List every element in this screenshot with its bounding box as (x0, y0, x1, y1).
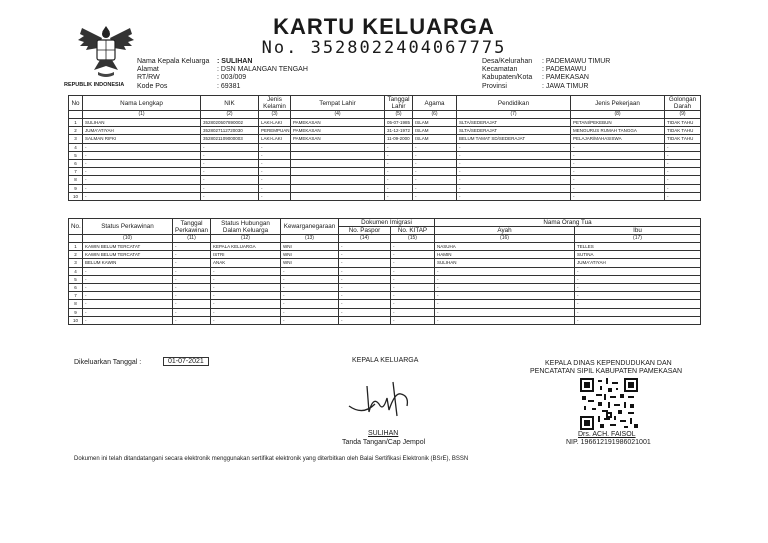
cell-tanggal-lahir: 05-07-1985 (385, 119, 413, 127)
cell-golongan-darah: - (665, 143, 701, 151)
cell-jenis-pekerjaan: - (571, 143, 665, 151)
col-index: (6) (413, 111, 457, 119)
cell-no: 9 (69, 308, 83, 316)
col-index: (8) (571, 111, 665, 119)
col-header-tempat-lahir: Tempat Lahir (291, 96, 385, 111)
cell-nik: 3528027112720030 (201, 127, 259, 135)
cell-no: 10 (69, 316, 83, 324)
cell-ibu: - (575, 292, 701, 300)
header-value: : 69381 (217, 82, 241, 90)
cell-no-paspor: - (339, 308, 391, 316)
cell-no-paspor: - (339, 283, 391, 291)
col-header-nik: NIK (201, 96, 259, 111)
col-header-ayah: Ayah (435, 227, 575, 235)
col-header-tanggal-perkawinan: Tanggal Perkawinan (173, 219, 211, 235)
cell-jenis-kelamin: - (259, 143, 291, 151)
col-header-jenis-pekerjaan: Jenis Pekerjaan (571, 96, 665, 111)
col-index: (15) (391, 235, 435, 243)
col-index (69, 235, 83, 243)
cell-ibu: - (575, 275, 701, 283)
table-row (69, 135, 701, 143)
header-value: : PADEMAWU TIMUR (542, 58, 611, 65)
cell-nama-lengkap: JUMA'ATIYAH (83, 127, 201, 135)
cell-ibu: SUTINA (575, 251, 701, 259)
cell-tanggal-perkawinan: - (173, 251, 211, 259)
document-title: KARTU KELUARGA (273, 14, 495, 39)
cell-tanggal-lahir: - (385, 192, 413, 200)
cell-status-hubungan: - (211, 275, 281, 283)
cell-no-paspor: - (339, 267, 391, 275)
col-index: (11) (173, 235, 211, 243)
cell-no-paspor: - (339, 243, 391, 251)
table-row (69, 159, 701, 167)
table-row (69, 267, 701, 275)
cell-jenis-pekerjaan: - (571, 168, 665, 176)
col-index: (4) (291, 111, 385, 119)
cell-tanggal-perkawinan: - (173, 267, 211, 275)
signature-icon (345, 376, 415, 420)
cell-ayah: - (435, 316, 575, 324)
cell-status-hubungan: KEPALA KELUARGA (211, 243, 281, 251)
cell-no: 3 (69, 135, 83, 143)
issued-date-label: Dikeluarkan Tanggal : (74, 359, 142, 366)
col-index: (3) (259, 111, 291, 119)
cell-jenis-kelamin: LAKI-LAKI (259, 135, 291, 143)
cell-ayah: - (435, 292, 575, 300)
header-left (137, 58, 308, 91)
cell-no: 9 (69, 184, 83, 192)
table-row (69, 176, 701, 184)
header-label: Kecamatan (482, 66, 518, 74)
cell-no-kitap: - (391, 275, 435, 283)
cell-tempat-lahir (291, 168, 385, 176)
col-index: (10) (83, 235, 173, 243)
header-value: : PAMEKASAN (542, 74, 589, 82)
cell-tanggal-lahir: 31-12-1972 (385, 127, 413, 135)
table-row (69, 143, 701, 151)
cell-nama-lengkap: - (83, 184, 201, 192)
cell-ayah: HAMIN (435, 251, 575, 259)
cell-jenis-kelamin: - (259, 176, 291, 184)
cell-status-perkawinan: - (83, 292, 173, 300)
cell-pendidikan: - (457, 192, 571, 200)
cell-nama-lengkap: - (83, 176, 201, 184)
cell-jenis-pekerjaan: PELAJAR/MAHASISWA (571, 135, 665, 143)
cell-tempat-lahir (291, 176, 385, 184)
cell-agama: - (413, 192, 457, 200)
header-label: Kode Pos (137, 82, 168, 90)
cell-agama: ISLAM (413, 119, 457, 127)
cell-tanggal-lahir: - (385, 143, 413, 151)
cell-kewarganegaraan: - (281, 275, 339, 283)
col-header-no: No (69, 96, 83, 111)
cell-tanggal-perkawinan: - (173, 292, 211, 300)
cell-jenis-pekerjaan: - (571, 159, 665, 167)
col-header-nama-lengkap: Nama Lengkap (83, 96, 201, 111)
cell-agama: - (413, 143, 457, 151)
col-header-status-perkawinan: Status Perkawinan (83, 219, 173, 235)
cell-status-perkawinan: - (83, 300, 173, 308)
qr-code-icon (580, 378, 638, 430)
table-row (69, 127, 701, 135)
cell-kewarganegaraan: - (281, 267, 339, 275)
cell-tempat-lahir (291, 143, 385, 151)
cell-status-perkawinan: BELUM KAWIN (83, 259, 173, 267)
cell-no: 8 (69, 176, 83, 184)
cell-status-perkawinan: - (83, 308, 173, 316)
cell-jenis-pekerjaan: - (571, 192, 665, 200)
cell-status-perkawinan: - (83, 283, 173, 291)
kepala-keluarga-caption: Tanda Tangan/Cap Jempol (342, 439, 426, 446)
cell-agama: - (413, 151, 457, 159)
cell-tanggal-perkawinan: - (173, 308, 211, 316)
cell-no-paspor: - (339, 275, 391, 283)
cell-ibu: - (575, 300, 701, 308)
cell-status-perkawinan: - (83, 267, 173, 275)
cell-tanggal-perkawinan: - (173, 316, 211, 324)
cell-agama: - (413, 176, 457, 184)
cell-pendidikan: SLTA/SEDERAJAT (457, 119, 571, 127)
document-number: No. 3528022404067775 (261, 38, 507, 58)
cell-pendidikan: - (457, 143, 571, 151)
cell-nik: - (201, 143, 259, 151)
cell-golongan-darah: TIDAK TAHU (665, 135, 701, 143)
cell-status-hubungan: - (211, 283, 281, 291)
cell-jenis-kelamin: LAKI-LAKI (259, 119, 291, 127)
cell-no: 2 (69, 251, 83, 259)
col-index: (1) (83, 111, 201, 119)
cell-ibu: - (575, 283, 701, 291)
dinas-name: Drs. ACH. FAISOL (578, 431, 636, 438)
col-header-no-paspor: No. Paspor (339, 227, 391, 235)
col-index: (14) (339, 235, 391, 243)
cell-pendidikan: - (457, 151, 571, 159)
cell-pendidikan: - (457, 168, 571, 176)
cell-ayah: SULIHAN (435, 259, 575, 267)
cell-ayah: - (435, 308, 575, 316)
cell-nama-lengkap: SULIHAN (83, 119, 201, 127)
col-header-no-kitap: No. KITAP (391, 227, 435, 235)
cell-status-perkawinan: KAWIN BELUM TERCATAT (83, 243, 173, 251)
status-parents-table (68, 218, 701, 325)
cell-golongan-darah: - (665, 176, 701, 184)
cell-pendidikan: SLTA/SEDERAJAT (457, 127, 571, 135)
col-header-dokumen-imigrasi: Dokumen Imigrasi (339, 219, 435, 227)
cell-golongan-darah: - (665, 184, 701, 192)
cell-ayah: - (435, 283, 575, 291)
header-value: : 003/009 (217, 74, 247, 82)
table-row (69, 308, 701, 316)
cell-ibu: JUMA'ATIYAH (575, 259, 701, 267)
cell-nik: - (201, 159, 259, 167)
cell-nik: 3528020507890002 (201, 119, 259, 127)
header-right (482, 58, 610, 91)
cell-golongan-darah: TIDAK TAHU (665, 119, 701, 127)
cell-kewarganegaraan: WNI (281, 243, 339, 251)
table-row (69, 300, 701, 308)
kepala-keluarga-name: SULIHAN (368, 430, 399, 437)
cell-no: 1 (69, 243, 83, 251)
col-index (69, 111, 83, 119)
cell-no: 2 (69, 127, 83, 135)
cell-no: 4 (69, 143, 83, 151)
cell-jenis-kelamin: - (259, 184, 291, 192)
col-index: (2) (201, 111, 259, 119)
cell-tempat-lahir (291, 184, 385, 192)
cell-ayah: - (435, 300, 575, 308)
cell-ayah: - (435, 267, 575, 275)
col-index: (17) (575, 235, 701, 243)
cell-golongan-darah: - (665, 151, 701, 159)
dinas-title-line2: PENCATATAN SIPIL KABUPATEN PAMEKASAN (530, 368, 683, 375)
col-index: (5) (385, 111, 413, 119)
col-index: (13) (281, 235, 339, 243)
cell-kewarganegaraan: WNI (281, 259, 339, 267)
cell-nama-lengkap: - (83, 159, 201, 167)
cell-golongan-darah: - (665, 168, 701, 176)
cell-golongan-darah: - (665, 192, 701, 200)
cell-agama: ISLAM (413, 127, 457, 135)
table-row (69, 251, 701, 259)
cell-no: 8 (69, 300, 83, 308)
cell-agama: - (413, 168, 457, 176)
header-label: Provinsi (482, 82, 507, 90)
header-value: : PADEMAWU (542, 66, 587, 74)
cell-ibu: - (575, 316, 701, 324)
cell-status-hubungan: - (211, 292, 281, 300)
header-label: Desa/Kelurahan (482, 58, 533, 65)
cell-nik: - (201, 176, 259, 184)
cell-kewarganegaraan: - (281, 283, 339, 291)
table-row (69, 192, 701, 200)
cell-nik: 3528021109000003 (201, 135, 259, 143)
cell-ayah: NASUHA (435, 243, 575, 251)
cell-tanggal-lahir: - (385, 151, 413, 159)
cell-tanggal-lahir: 11-09-2000 (385, 135, 413, 143)
cell-agama: ISLAM (413, 135, 457, 143)
header-label: Alamat (137, 66, 159, 74)
cell-jenis-kelamin: - (259, 168, 291, 176)
cell-golongan-darah: - (665, 159, 701, 167)
cell-kewarganegaraan: WNI (281, 251, 339, 259)
table-row (69, 316, 701, 324)
cell-no: 7 (69, 292, 83, 300)
cell-status-hubungan: - (211, 267, 281, 275)
col-index: (16) (435, 235, 575, 243)
cell-no-kitap: - (391, 243, 435, 251)
kepala-keluarga-title: KEPALA KELUARGA (352, 357, 419, 364)
cell-tempat-lahir: PAMEKASAN (291, 135, 385, 143)
cell-no-kitap: - (391, 308, 435, 316)
header-value: : SULIHAN (217, 58, 253, 65)
cell-no: 6 (69, 283, 83, 291)
cell-nama-lengkap: - (83, 143, 201, 151)
cell-tanggal-lahir: - (385, 168, 413, 176)
cell-nik: - (201, 192, 259, 200)
cell-no-kitap: - (391, 283, 435, 291)
cell-pendidikan: - (457, 159, 571, 167)
cell-ibu: TELLES (575, 243, 701, 251)
col-header-pendidikan: Pendidikan (457, 96, 571, 111)
cell-status-perkawinan: - (83, 316, 173, 324)
col-index: (9) (665, 111, 701, 119)
cell-no-kitap: - (391, 259, 435, 267)
col-index: (12) (211, 235, 281, 243)
cell-nama-lengkap: - (83, 168, 201, 176)
cell-tanggal-perkawinan: - (173, 283, 211, 291)
cell-no-kitap: - (391, 251, 435, 259)
header-label: RT/RW (137, 74, 160, 82)
cell-tempat-lahir (291, 192, 385, 200)
col-header-tanggal-lahir: Tanggal Lahir (385, 96, 413, 111)
cell-jenis-kelamin: - (259, 151, 291, 159)
header-label: Kabupaten/Kota (482, 74, 533, 82)
cell-tempat-lahir (291, 159, 385, 167)
cell-no-paspor: - (339, 251, 391, 259)
cell-no-kitap: - (391, 267, 435, 275)
col-index: (7) (457, 111, 571, 119)
country-label: REPUBLIK INDONESIA (64, 82, 125, 88)
cell-jenis-pekerjaan: PETANI/PEKEBUN (571, 119, 665, 127)
cell-no-kitap: - (391, 292, 435, 300)
cell-status-hubungan: - (211, 316, 281, 324)
dinas-title-line1: KEPALA DINAS KEPENDUDUKAN DAN (545, 360, 672, 367)
cell-no-kitap: - (391, 300, 435, 308)
cell-ibu: - (575, 267, 701, 275)
col-header-nama-orang-tua: Nama Orang Tua (435, 219, 701, 227)
cell-no-paspor: - (339, 316, 391, 324)
cell-no: 7 (69, 168, 83, 176)
cell-agama: - (413, 159, 457, 167)
cell-tanggal-lahir: - (385, 176, 413, 184)
table-row (69, 184, 701, 192)
cell-status-hubungan: ISTRI (211, 251, 281, 259)
cell-jenis-kelamin: - (259, 192, 291, 200)
header-value: : JAWA TIMUR (542, 82, 589, 90)
table-row (69, 275, 701, 283)
table-row (69, 283, 701, 291)
cell-tanggal-lahir: - (385, 184, 413, 192)
cell-no: 4 (69, 267, 83, 275)
cell-nik: - (201, 168, 259, 176)
cell-ibu: - (575, 308, 701, 316)
cell-no: 5 (69, 275, 83, 283)
cell-status-perkawinan: - (83, 275, 173, 283)
issued-date-value: 01-07-2021 (163, 357, 209, 366)
cell-tanggal-perkawinan: - (173, 300, 211, 308)
cell-tempat-lahir: PAMEKASAN (291, 119, 385, 127)
family-members-table (68, 95, 701, 201)
cell-status-hubungan: - (211, 308, 281, 316)
cell-no: 6 (69, 159, 83, 167)
cell-tempat-lahir (291, 151, 385, 159)
cell-no: 10 (69, 192, 83, 200)
cell-agama: - (413, 184, 457, 192)
cell-tanggal-perkawinan: - (173, 259, 211, 267)
header-value: : DSN MALANGAN TENGAH (217, 66, 308, 74)
cell-kewarganegaraan: - (281, 308, 339, 316)
cell-pendidikan: - (457, 184, 571, 192)
garuda-emblem-icon (76, 20, 136, 82)
table-row (69, 151, 701, 159)
cell-jenis-kelamin: PEREMPUAN (259, 127, 291, 135)
cell-golongan-darah: TIDAK TAHU (665, 127, 701, 135)
cell-tanggal-perkawinan: - (173, 243, 211, 251)
cell-tempat-lahir: PAMEKASAN (291, 127, 385, 135)
cell-status-hubungan: - (211, 300, 281, 308)
cell-ayah: - (435, 275, 575, 283)
table-row (69, 259, 701, 267)
table-row (69, 292, 701, 300)
col-header-agama: Agama (413, 96, 457, 111)
cell-jenis-pekerjaan: MENGURUS RUMAH TANGGA (571, 127, 665, 135)
cell-kewarganegaraan: - (281, 316, 339, 324)
cell-kewarganegaraan: - (281, 292, 339, 300)
cell-nik: - (201, 184, 259, 192)
cell-pendidikan: - (457, 176, 571, 184)
footer-note: Dokumen ini telah ditandatangani secara elektronik menggunakan sertifikat elektronik yang diterbitkan oleh Balai Sertifikasi Elektronik (BSrE), BSSN (74, 456, 469, 462)
cell-nama-lengkap: - (83, 151, 201, 159)
cell-nama-lengkap: - (83, 192, 201, 200)
dinas-nip: NIP. 196612191986021001 (566, 439, 651, 446)
cell-no-paspor: - (339, 292, 391, 300)
cell-tanggal-perkawinan: - (173, 275, 211, 283)
cell-tanggal-lahir: - (385, 159, 413, 167)
cell-no: 5 (69, 151, 83, 159)
cell-jenis-pekerjaan: - (571, 184, 665, 192)
table-row (69, 243, 701, 251)
col-header-jenis-kelamin: Jenis Kelamin (259, 96, 291, 111)
col-header-status-hubungan: Status Hubungan Dalam Keluarga (211, 219, 281, 235)
cell-no: 3 (69, 259, 83, 267)
cell-no-paspor: - (339, 259, 391, 267)
cell-pendidikan: BELUM TAMAT SD/SEDERAJAT (457, 135, 571, 143)
cell-jenis-pekerjaan: - (571, 151, 665, 159)
cell-nik: - (201, 151, 259, 159)
cell-jenis-pekerjaan: - (571, 176, 665, 184)
col-header-golongan-darah: Golongan Darah (665, 96, 701, 111)
cell-kewarganegaraan: - (281, 300, 339, 308)
cell-nama-lengkap: SALMAN RIFKI (83, 135, 201, 143)
cell-no-kitap: - (391, 316, 435, 324)
col-header-kewarganegaraan: Kewarganegaraan (281, 219, 339, 235)
col-header-ibu: Ibu (575, 227, 701, 235)
header-label: Nama Kepala Keluarga (137, 58, 210, 65)
col-header-no: No. (69, 219, 83, 235)
table-row (69, 119, 701, 127)
cell-no-paspor: - (339, 300, 391, 308)
cell-jenis-kelamin: - (259, 159, 291, 167)
table-row (69, 168, 701, 176)
cell-status-perkawinan: KAWIN BELUM TERCATAT (83, 251, 173, 259)
cell-no: 1 (69, 119, 83, 127)
cell-status-hubungan: ANAK (211, 259, 281, 267)
